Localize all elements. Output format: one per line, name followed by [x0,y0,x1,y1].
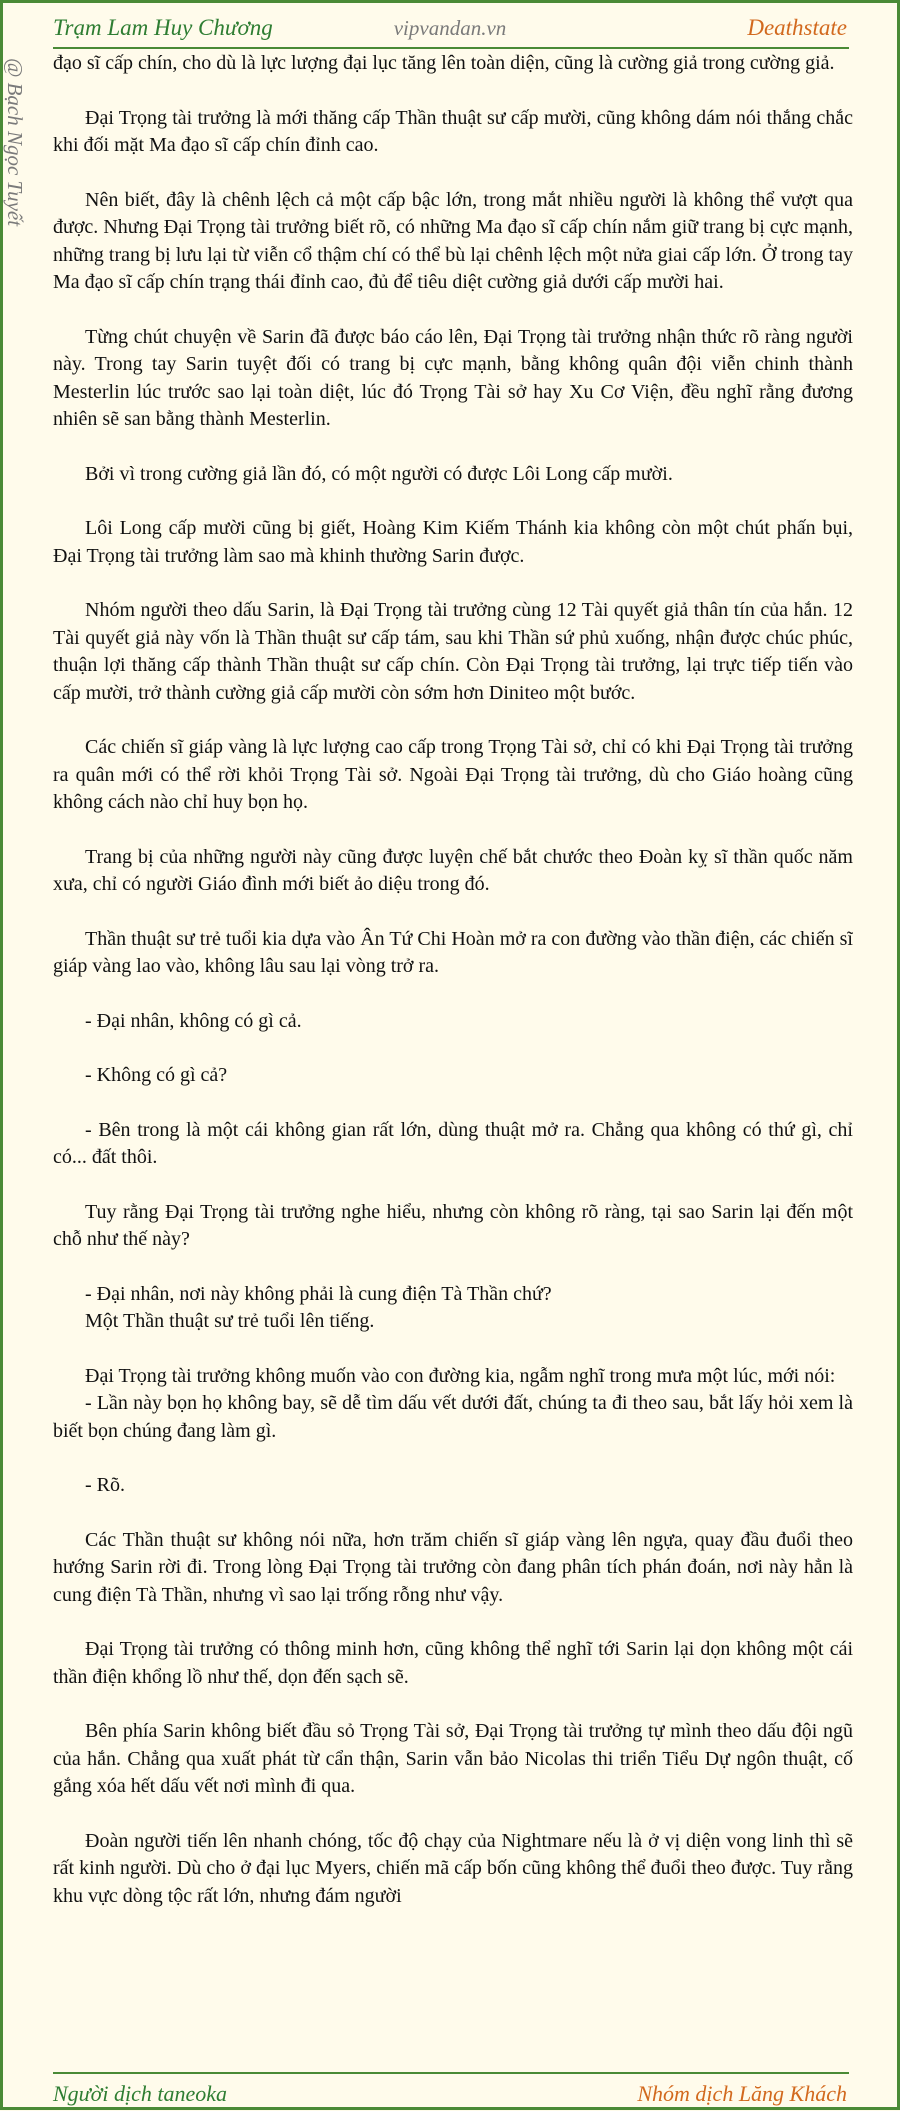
paragraph: Trang bị của những người này cũng được luyện chế bắt chước theo Đoàn kỵ sĩ thần quốc năm xưa, chỉ có người Giáo đình mới biết ảo diệu trong đó. [53,845,853,895]
dialogue-line: - Đại nhân, nơi này không phải là cung điện Tà Thần chứ? [85,1282,552,1305]
paragraph: Một Thần thuật sư trẻ tuổi lên tiếng. [85,1310,375,1332]
paragraph: Nên biết, đây là chênh lệch cả một cấp bậc lớn, trong mắt nhiều người là không thể vượt qua được. Nhưng Đại Trọng tài trưởng biết rõ, có những Ma đạo sĩ cấp chín nắm giữ trang bị cực mạnh, những trang bị lưu lại từ viễn cổ thậm chí có thể bù lại chênh lệch một nửa giai cấp lớn. Ở trong tay Ma đạo sĩ cấp chín trạng thái đỉnh cao, đủ để tiêu diệt cường giả dưới cấp mười hai. [53,188,853,293]
footer-rule [53,2072,849,2074]
dialogue-line: - Lần này bọn họ không bay, sẽ dễ tìm dấu vết dưới đất, chúng ta đi theo sau, bắt lấy hỏi xem là biết bọn chúng đang làm gì. [53,1392,853,1442]
page-footer [53,2077,847,2111]
dialogue-line: - Bên trong là một cái không gian rất lớn, dùng thuật mở ra. Chẳng qua không có thứ gì, chỉ có... đất thôi. [53,1118,853,1168]
paragraph: đạo sĩ cấp chín, cho dù là lực lượng đại lục tăng lên toàn diện, cũng là cường giả trong cường giả. [53,52,835,74]
paragraph: Lôi Long cấp mười cũng bị giết, Hoàng Kim Kiếm Thánh kia không còn một chút phấn bụi, Đại Trọng tài trưởng làm sao mà khinh thường Sarin được. [53,517,853,567]
paragraph: Đại Trọng tài trưởng có thông minh hơn, cũng không thể nghĩ tới Sarin lại dọn không một cái thần điện khổng lồ như thế, dọn đến sạch sẽ. [53,1638,853,1688]
paragraph: Đại Trọng tài trưởng là mới thăng cấp Thần thuật sư cấp mười, cũng không dám nói thắng chắc khi đối mặt Ma đạo sĩ cấp chín đỉnh cao. [53,106,853,156]
paragraph: Bên phía Sarin không biết đầu sỏ Trọng Tài sở, Đại Trọng tài trưởng tự mình theo dấu đội ngũ của hắn. Chẳng qua xuất phát từ cẩn thận, Sarin vẫn bảo Nicolas thi triển Tiểu Dự ngôn thuật, cố gắng xóa hết dấu vết nơi mình đi qua. [53,1720,853,1797]
side-credit [5,58,45,318]
paragraph: Tuy rằng Đại Trọng tài trưởng nghe hiểu, nhưng còn không rõ ràng, tại sao Sarin lại đến một chỗ như thế này? [53,1200,853,1250]
footer-translator: Người dịch taneoka [53,2081,228,2106]
paragraph: Từng chút chuyện về Sarin đã được báo cáo lên, Đại Trọng tài trưởng nhận thức rõ ràng người này. Trong tay Sarin tuyệt đối có trang bị cực mạnh, bằng không quân đội viễn chinh thành Mesterlin lúc trước sao lại toàn diệt, lúc đó Trọng Tài sở hay Xu Cơ Viện, đều nghĩ rằng đương nhiên sẽ san bằng thành Mesterlin. [53,325,853,430]
chapter-text [53,50,853,2070]
side-credit-text: @ Bạch Ngọc Tuyết [3,58,27,227]
header-rule [53,47,849,49]
paragraph: Bởi vì trong cường giả lần đó, có một người có được Lôi Long cấp mười. [85,462,673,485]
paragraph: Các chiến sĩ giáp vàng là lực lượng cao cấp trong Trọng Tài sở, chỉ có khi Đại Trọng tài trưởng ra quân mới có thể rời khỏi Trọng Tài sở. Ngoài Đại Trọng tài trưởng, dù cho Giáo hoàng cũng không cách nào chỉ huy bọn họ. [53,736,853,813]
paragraph: Đoàn người tiến lên nhanh chóng, tốc độ chạy của Nightmare nếu là ở vị diện vong linh thì sẽ rất kinh người. Dù cho ở đại lục Myers, chiến mã cấp bốn cũng không thể đuổi theo được. Tuy rằng khu vực dòng tộc rất lớn, nhưng đám người [53,1829,853,1907]
dialogue-line: - Đại nhân, không có gì cả. [85,1009,302,1032]
paragraph: Nhóm người theo dấu Sarin, là Đại Trọng tài trưởng cùng 12 Tài quyết giả thân tín của hắn. 12 Tài quyết giả này vốn là Thần thuật sư cấp tám, sau khi Thần sứ phủ xuống, nhận được chúc phúc, thuận lợi thăng cấp thành Thần thuật sư cấp chín. Còn Đại Trọng tài trưởng, lại trực tiếp tiến vào cấp mười, trở thành cường giả cấp mười còn sớm hơn Diniteo một bước. [53,599,853,704]
dialogue-line: - Rõ. [85,1474,125,1496]
dialogue-line: - Không có gì cả? [85,1064,228,1086]
paragraph: Đại Trọng tài trưởng không muốn vào con đường kia, ngẫm nghĩ trong mưa một lúc, mới nói: [85,1364,836,1387]
page-header [53,9,847,47]
paragraph: Thần thuật sư trẻ tuổi kia dựa vào Ân Tứ Chi Hoàn mở ra con đường vào thần điện, các chiến sĩ giáp vàng lao vào, không lâu sau lại vòng trở ra. [53,927,853,977]
header-url: vipvandan.vn [393,15,507,40]
paragraph: Các Thần thuật sư không nói nữa, hơn trăm chiến sĩ giáp vàng lên ngựa, quay đầu đuổi theo hướng Sarin rời đi. Trong lòng Đại Trọng tài trưởng còn đang phân tích phán đoán, nơi này hẳn là cung điện Tà Thần, nhưng vì sao lại trống rỗng như vậy. [53,1528,853,1606]
footer-group: Nhóm dịch Lăng Khách [637,2081,847,2106]
header-book-title: Deathstate [747,15,847,40]
header-site-name: Trạm Lam Huy Chương [53,15,273,40]
